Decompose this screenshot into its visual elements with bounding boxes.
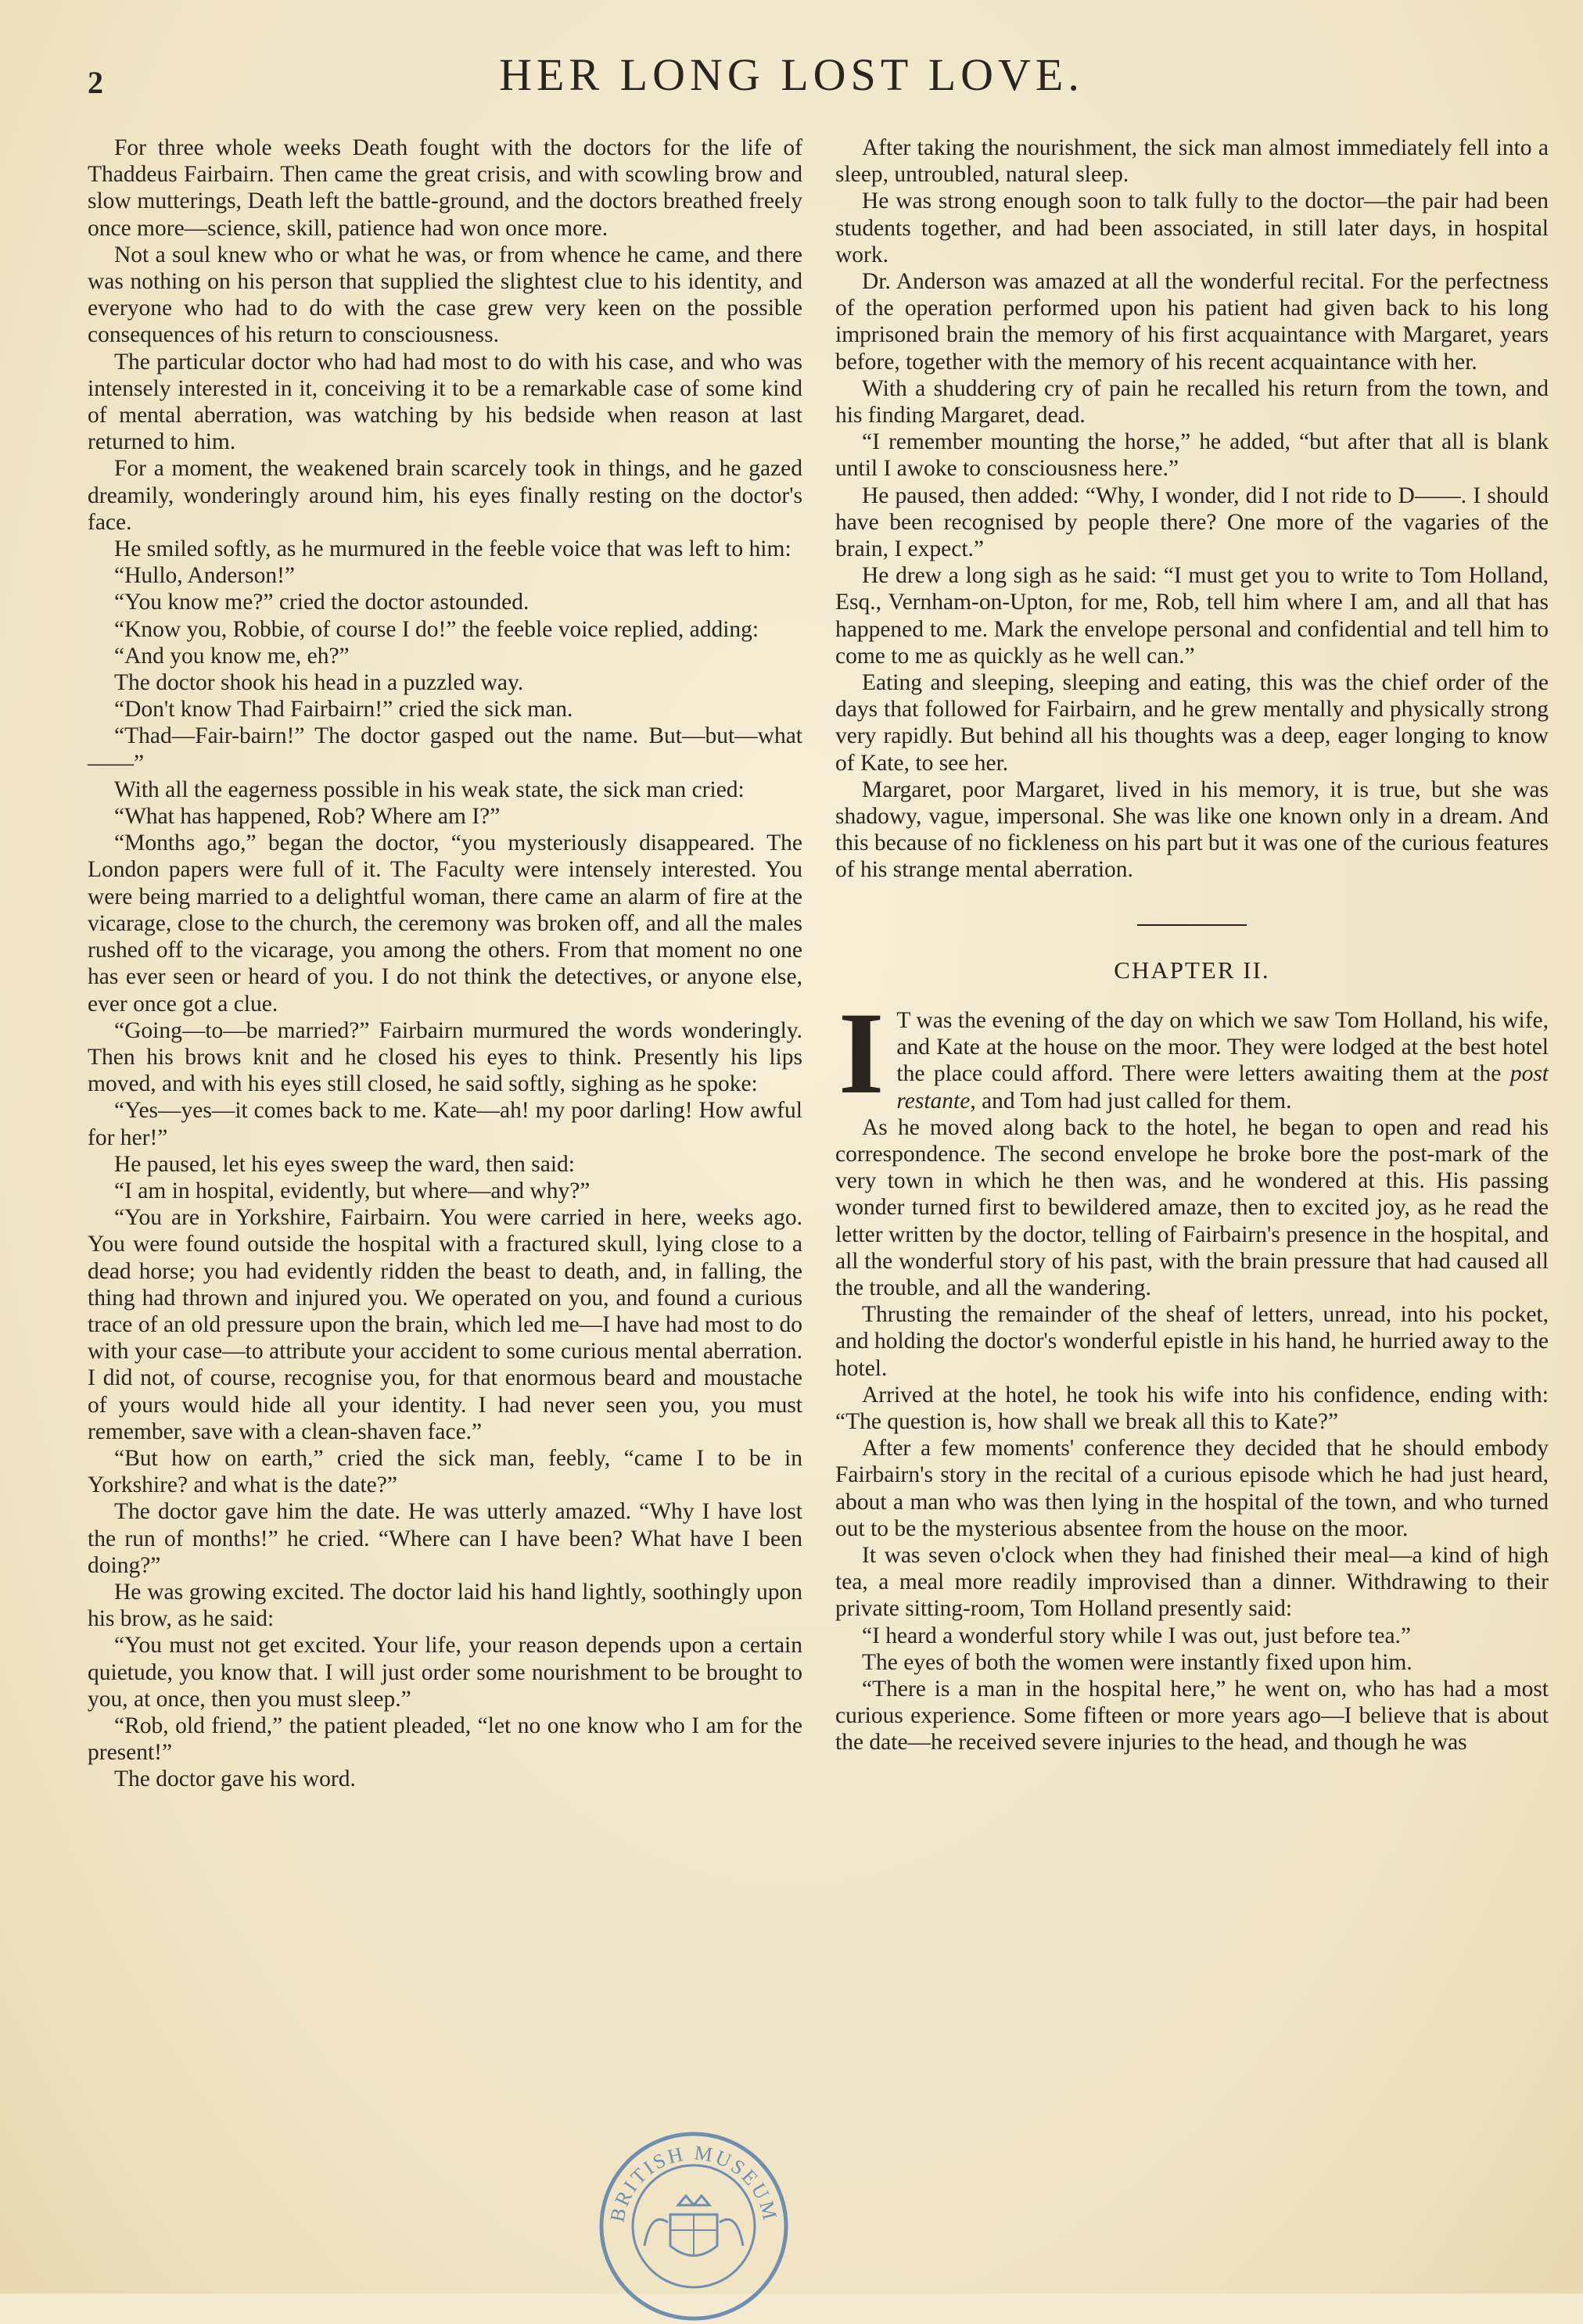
paragraph: “I heard a wonderful story while I was out, just before tea.”: [862, 1623, 1412, 1648]
paragraph: The eyes of both the women were instantly fixed upon him.: [862, 1649, 1412, 1675]
paragraph: With a shuddering cry of pain he recalled his return from the town, and his finding Margaret, dead.: [835, 375, 1549, 429]
section-divider: [1137, 924, 1247, 926]
right-column: [835, 134, 1549, 1756]
paragraph: After taking the nourishment, the sick man almost immediately fell into a sleep, untroubled, natural sleep.: [835, 135, 1549, 188]
opening-text-after: , and Tom had just called for them.: [970, 1088, 1292, 1114]
paragraph: Dr. Anderson was amazed at all the wonderful recital. For the perfectness of the operation performed upon his patient had given back to his long imprisoned brain the memory of his first acquaintance with Margaret, years before, together with the memory of his recent acquaintance with her.: [835, 269, 1549, 375]
paragraph: “I remember mounting the horse,” he added, “but after that all is blank until I awoke to consciousness here.”: [835, 429, 1549, 482]
paragraph: “I am in hospital, evidently, but where—and why?”: [114, 1178, 590, 1203]
paragraph: “You must not get excited. Your life, your reason depends upon a certain quietude, you know that. I will just order some nourishment to be brought to you, at once, then you must sleep.”: [88, 1633, 802, 1712]
opening-italic: post restante: [896, 1061, 1549, 1114]
paragraph: The doctor gave him the date. He was utterly amazed. “Why I have lost the run of months!” he cried. “Where can I have been? What have I been doing?”: [88, 1499, 802, 1578]
paragraph: Eating and sleeping, sleeping and eating, this was the chief order of the days that followed for Fairbairn, and he grew mentally and physically strong very rapidly. But behind all his thoughts was a deep, eager longing to know of Kate, to see her.: [835, 670, 1549, 776]
chapter-opening: [835, 988, 1549, 1118]
paragraph: “Thad—Fair-bairn!” The doctor gasped out the name. But—but—what——”: [88, 723, 802, 776]
paragraph: “But how on earth,” cried the sick man, feebly, “came I to be in Yorkshire? and what is the date?”: [88, 1445, 802, 1498]
paragraph: “What has happened, Rob? Where am I?”: [114, 804, 501, 830]
paragraph: “You are in Yorkshire, Fairbairn. You were carried in here, weeks ago. You were found outside the hospital with a fractured skull, lying close to a dead horse; you had evidently ridden the beast to death, and, in falling, the thing had thrown and injured you. We operated on you, and found a curious trace of an old pressure upon the brain, which led me—I have had most to do with your case—to attribute your accident to some curious mental aberration. I did not, of course, recognise you, for that enormous beard and moustache of yours would hide all your identity. I had never seen you, you must remember, save with a clean-shaven face.”: [88, 1205, 802, 1444]
paragraph: “Going—to—be married?” Fairbairn murmured the words wonderingly. Then his brows knit and he closed his eyes to think. Presently his lips moved, and with his eyes still closed, he said softly, sighing as he spoke:: [88, 1017, 802, 1097]
page-header: [0, 48, 1583, 103]
paragraph: He smiled softly, as he murmured in the feeble voice that was left to him:: [114, 536, 792, 562]
paragraph: “You know me?” cried the doctor astounded.: [114, 590, 529, 615]
paragraph: For a moment, the weakened brain scarcely took in things, and he gazed dreamily, wonderingly around him, his eyes finally resting on the doctor's face.: [88, 456, 802, 535]
paragraph: Not a soul knew who or what he was, or from whence he came, and there was nothing on his person that supplied the slightest clue to his identity, and everyone who had to do with the case grew very keen on the possible consequences of his return to consciousness.: [88, 242, 802, 348]
paragraph: “And you know me, eh?”: [114, 643, 350, 669]
paragraph: “Know you, Robbie, of course I do!” the feeble voice replied, adding:: [114, 616, 759, 642]
paragraph: “Months ago,” began the doctor, “you mysteriously disappeared. The London papers were full of it. The Faculty were intensely interested. You were being married to a delightful woman, there came an alarm of fire at the vicarage, close to the church, the ceremony was broken off, and all the males rushed off to the vicarage, you among the others. From that moment no one has ever seen or heard of you. I do not think the detectives, or anyone else, ever once got a clue.: [88, 830, 802, 1017]
opening-text-before: T was the evening of the day on which we saw Tom Holland, his wife, and Kate at the house on the moor. They were lodged at the best hotel the place could afford. There were letters awaiting them at the: [896, 1007, 1549, 1087]
right-column-bottom-text: [835, 1114, 1549, 1756]
paragraph: “Rob, old friend,” the patient pleaded, “let no one know who I am for the present!”: [88, 1713, 802, 1766]
paragraph: Margaret, poor Margaret, lived in his memory, it is true, but she was shadowy, vague, impersonal. She was like one known only in a dream. And this because of no fickleness on his part but it was one of the curious features of his strange mental aberration.: [835, 776, 1549, 883]
paragraph: For three whole weeks Death fought with the doctors for the life of Thaddeus Fairbairn. Then came the great crisis, and with scowling brow and slow mutterings, Death left the battle-ground, and the doctors breathed freely once more—science, skill, patience had won once more.: [88, 135, 802, 241]
paragraph: “Yes—yes—it comes back to me. Kate—ah! my poor darling! How awful for her!”: [88, 1098, 802, 1150]
stamp-text: BRITISH MUSEUM: [605, 2141, 782, 2225]
right-column-top-text: [835, 134, 1549, 884]
paragraph: He was growing excited. The doctor laid his hand lightly, soothingly upon his brow, as he said:: [88, 1579, 802, 1632]
paragraph: He paused, then added: “Why, I wonder, did I not ride to D——. I should have been recognised by people there? One more of the vagaries of the brain, I expect.”: [835, 482, 1549, 562]
paragraph: The doctor shook his head in a puzzled way.: [114, 670, 524, 696]
page-number: 2: [88, 65, 103, 100]
paragraph: The particular doctor who had had most to do with his case, and who was intensely interested in it, conceiving it to be a remarkable case of some kind of mental aberration, was watching by his bedside when reason at last returned to him.: [88, 349, 802, 455]
paragraph: “Hullo, Anderson!”: [114, 563, 296, 589]
paragraph: Arrived at the hotel, he took his wife into his confidence, ending with: “The question is, how shall we break all this to Kate?”: [835, 1382, 1549, 1434]
paragraph: He drew a long sigh as he said: “I must get you to write to Tom Holland, Esq., Vernham-on-Upton, for me, Rob, tell him where I am, and all that has happened to me. Mark the envelope personal and confidential and tell him to come to me as quickly as he well can.”: [835, 563, 1549, 669]
paragraph: It was seven o'clock when they had finished their meal—a kind of high tea, a meal more readily improvised than a dinner. Withdrawing to their private sitting-room, Tom Holland presently said:: [835, 1542, 1549, 1622]
chapter-heading: CHAPTER II.: [1114, 956, 1270, 984]
left-column: [88, 134, 802, 1793]
paragraph: “There is a man in the hospital here,” he went on, who has had a most curious experience. Some fifteen or more years ago—I believe that is about the date—he received severe injuries to the head, and though he was: [835, 1676, 1549, 1756]
paragraph: With all the eagerness possible in his weak state, the sick man cried:: [114, 776, 745, 802]
paragraph: The doctor gave his word.: [114, 1766, 356, 1792]
paragraph: “Don't know Thad Fairbairn!” cried the sick man.: [114, 697, 573, 723]
museum-stamp: [596, 2129, 792, 2324]
paragraph: He was strong enough soon to talk fully to the doctor—the pair had been students together, and had been associated, in still later days, in hospital work.: [835, 188, 1549, 267]
paragraph: As he moved along back to the hotel, he began to open and read his correspondence. The second envelope he broke bore the post-mark of the very town in which he then was, and he wondered at this. His passing wonder turned first to bewildered amaze, then to excited joy, as he read the letter written by the doctor, telling of Fairbairn's presence in the hospital, and all the wonderful story of his past, with the brain pressure that had caused all the trouble, and all the wandering.: [835, 1114, 1549, 1300]
paragraph: After a few moments' conference they decided that he should embody Fairbairn's story in the recital of a curious episode which he had just heard, about a man who was then lying in the hospital of the town, and who turned out to be the mysterious absentee from the house on the moor.: [835, 1436, 1549, 1541]
paragraph: Thrusting the remainder of the sheaf of letters, unread, into his pocket, and holding the doctor's wonderful epistle in his hand, he hurried away to the hotel.: [835, 1302, 1549, 1381]
chapter-opening-paragraph: [835, 988, 1549, 1118]
running-title: HER LONG LOST LOVE.: [499, 49, 1084, 100]
paragraph: He paused, let his eyes sweep the ward, then said:: [114, 1151, 576, 1177]
drop-cap: I: [838, 988, 885, 1118]
